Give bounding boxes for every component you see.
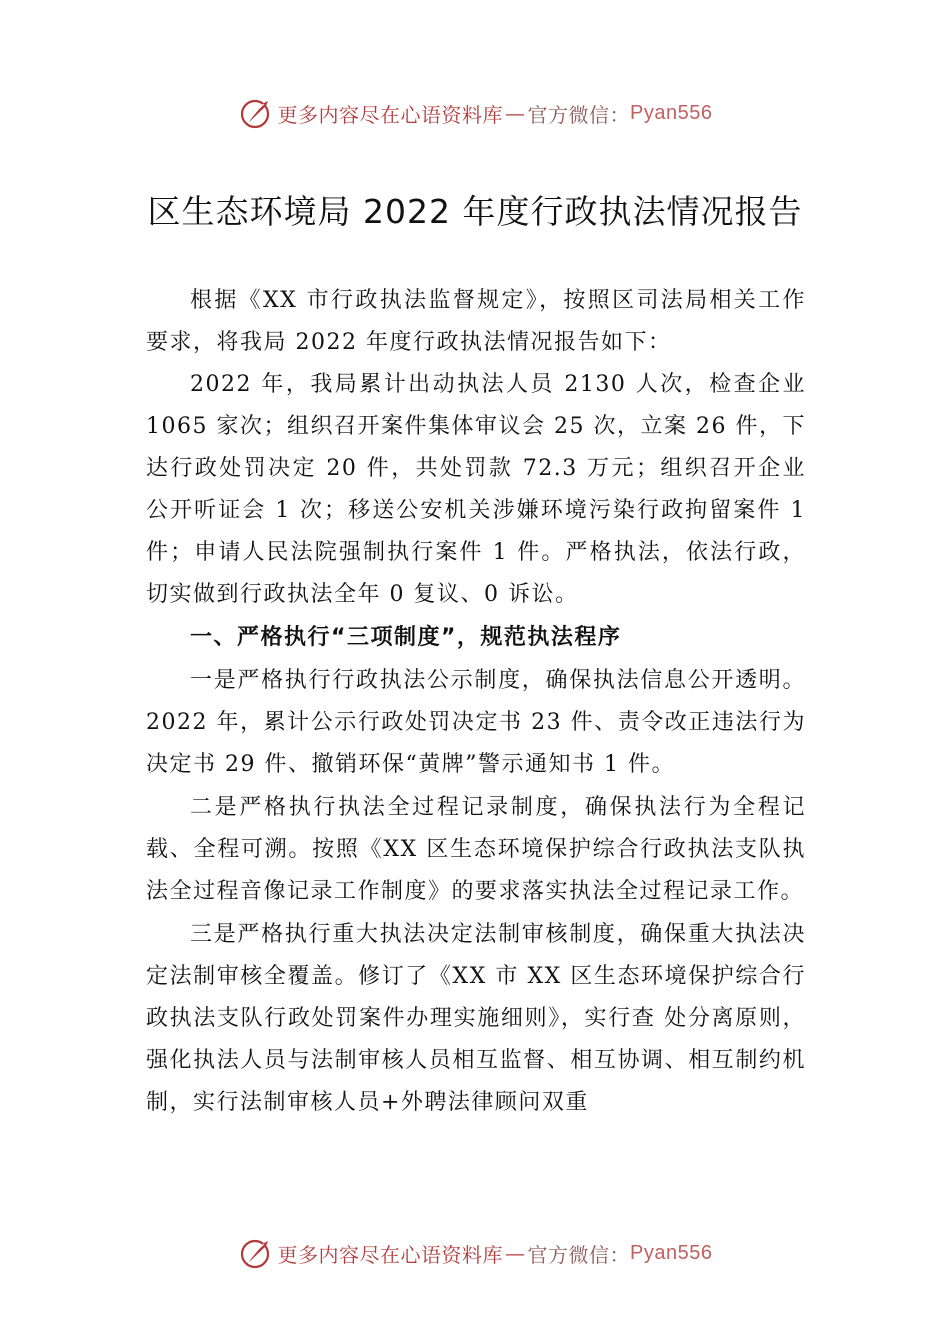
watermark-brand: 更多内容尽在心语资料库 <box>277 1242 504 1267</box>
section1-paragraph-3: 三是严格执行重大执法决定法制审核制度，确保重大执法决定法制审核全覆盖。修订了《XX 市 XX 区生态环境保护综合行政执法支队行政处罚案件办理实施细则》，实行查 处分离原则，强化执法人员与法制审核人员相互监督、相互协调、相互制约机制，实行法制审核人员+外聘法律顾问双重 <box>146 922 806 1115</box>
watermark-wechat-label: 官方微信： <box>527 1242 631 1267</box>
watermark-wechat-id: Pyan556 <box>630 1241 713 1264</box>
quill-logo-icon <box>238 95 274 131</box>
document-body <box>146 280 806 1124</box>
summary-paragraph: 2022 年，我局累计出动执法人员 2130 人次，检查企业 1065 家次；组织召开案件集体审议会 25 次，立案 26 件，下达行政处罚决定 20 件，共处罚款 72.3 万元；组织召开企业公开听证会 1 次；移送公安机关涉嫌环境污染行政拘留案件 1 件；申请人民法院强制执行案件 1 件。严格执法，依法行政，切实做到行政执法全年 0 复议、0 诉讼。 <box>146 372 806 607</box>
section1-paragraph-2: 二是严格执行执法全过程记录制度，确保执法行为全程记载、全程可溯。按照《XX 区生态环境保护综合行政执法支队执法全过程音像记录工作制度》的要求落实执法全过程记录工作。 <box>146 795 806 904</box>
intro-paragraph: 根据《XX 市行政执法监督规定》，按照区司法局相关工作要求，将我局 2022 年度行政执法情况报告如下： <box>146 288 806 355</box>
watermark-wechat-label: 官方微信： <box>527 102 631 127</box>
quill-logo-icon <box>238 1235 274 1271</box>
document-title: 区生态环境局 2022 年度行政执法情况报告 <box>147 192 803 231</box>
watermark-brand: 更多内容尽在心语资料库 <box>277 102 504 127</box>
section1-paragraph-1: 一是严格执行行政执法公示制度，确保执法信息公开透明。2022 年，累计公示行政处罚决定书 23 件、责令改正违法行为决定书 29 件、撤销环保“黄牌”警示通知书 1 件。 <box>146 668 806 777</box>
header-watermark <box>0 93 950 133</box>
watermark-wechat-id: Pyan556 <box>630 101 713 124</box>
section-heading-1: 一、严格执行“三项制度”，规范执法程序 <box>190 625 622 650</box>
footer-watermark <box>0 1233 950 1273</box>
watermark-dash: — <box>505 1241 526 1265</box>
watermark-dash: — <box>505 101 526 125</box>
